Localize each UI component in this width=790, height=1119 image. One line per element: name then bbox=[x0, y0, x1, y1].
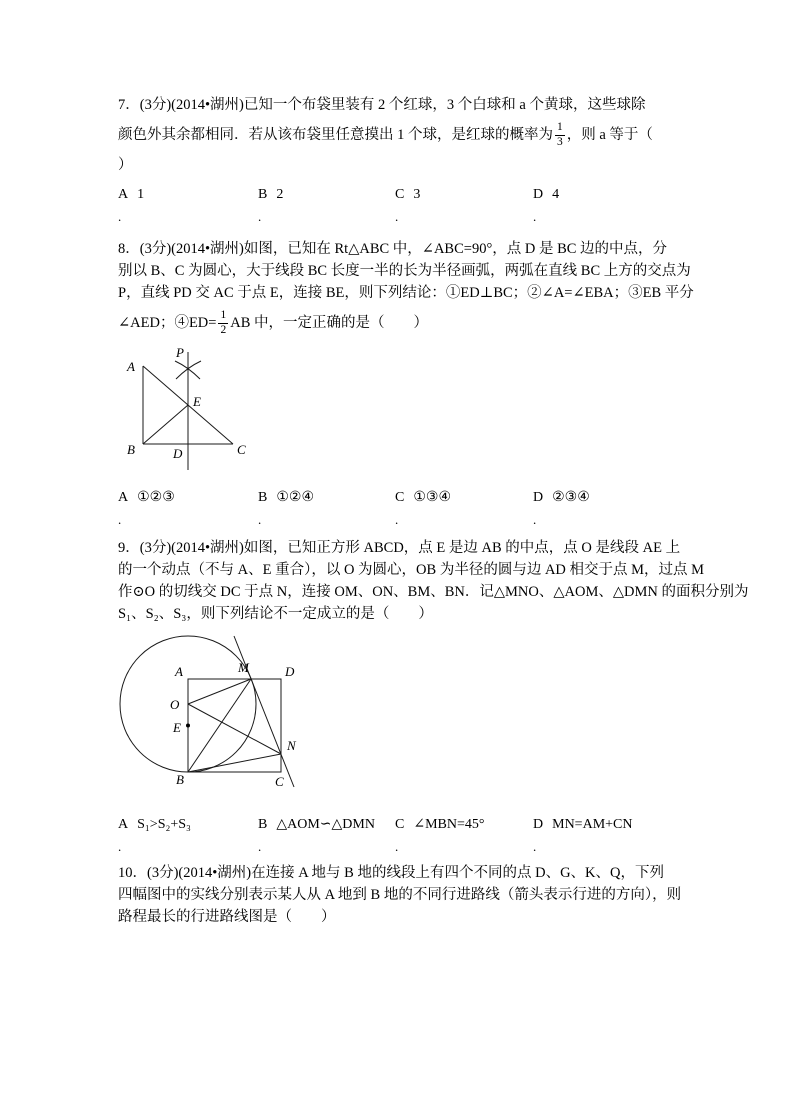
q9-figure-svg bbox=[118, 629, 318, 799]
q10-text-line-2: 四幅图中的实线分别表示某人从 A 地到 B 地的不同行进路线（箭头表示行进的方向），则 bbox=[118, 887, 682, 903]
answer-dot: . bbox=[395, 512, 399, 527]
segment-BM bbox=[188, 679, 251, 772]
q7-option-b: B 2 bbox=[258, 187, 284, 202]
question-8 bbox=[118, 238, 694, 527]
point-label-E: E bbox=[173, 720, 181, 735]
point-label-M: M bbox=[238, 660, 249, 675]
question-10 bbox=[118, 862, 682, 928]
q9-options bbox=[118, 814, 672, 834]
q7-option-a: A 1 bbox=[118, 187, 145, 202]
answer-dot: . bbox=[533, 839, 537, 854]
q7-text-line-1: 7．(3分)(2014•湖州)已知一个布袋里装有 2 个红球，3 个白球和 a 个黄球，这些球除 bbox=[118, 97, 646, 113]
segment-BE bbox=[143, 405, 188, 444]
point-label-D: D bbox=[285, 664, 295, 679]
q7-options bbox=[118, 184, 672, 204]
point-label-P: P bbox=[176, 345, 184, 360]
point-label-D: D bbox=[173, 446, 183, 461]
q9-text-line-2: 的一个动点（不与 A、E 重合），以 O 为圆心，OB 为半径的圆与边 AD 相交于点 M，过点 M bbox=[118, 562, 705, 578]
question-9 bbox=[118, 537, 749, 854]
answer-dot: . bbox=[118, 209, 122, 224]
q7-option-d: D 4 bbox=[533, 187, 560, 202]
q8-text-line-4-post: AB 中，一定正确的是（ ） bbox=[230, 315, 428, 331]
q7-fraction-numerator: 1 bbox=[555, 121, 565, 135]
answer-dot: . bbox=[533, 209, 537, 224]
q7-text-line-3: ） bbox=[118, 157, 133, 173]
q7-text-line-2 bbox=[118, 116, 672, 154]
question-7 bbox=[118, 94, 672, 222]
q8-option-c: C ①③④ bbox=[395, 490, 451, 505]
q7-fraction bbox=[555, 121, 565, 148]
q8-options bbox=[118, 487, 672, 507]
point-label-C: C bbox=[237, 442, 246, 457]
q8-geometry-figure bbox=[118, 344, 672, 479]
q7-text-line-2-post: ，则 a 等于（ bbox=[566, 127, 653, 143]
q8-text-line-3: P，直线 PD 交 AC 于点 E，连接 BE，则下列结论：①ED⊥BC；②∠A=∠EBA；③EB 平分 bbox=[118, 285, 694, 301]
answer-dot: . bbox=[258, 839, 262, 854]
point-label-A: A bbox=[127, 359, 135, 374]
point-label-E: E bbox=[193, 394, 201, 409]
q9-option-b: B △AOM∽△DMN bbox=[258, 817, 375, 832]
point-label-O: O bbox=[170, 697, 180, 712]
q10-text-line-1: 10．(3分)(2014•湖州)在连接 A 地与 B 地的线段上有四个不同的点 D、G、K、Q，下列 bbox=[118, 865, 664, 881]
q9-answer-dots bbox=[118, 836, 672, 852]
segment-ON bbox=[188, 704, 281, 754]
q8-fraction-numerator: 1 bbox=[218, 309, 228, 323]
square-ABCD bbox=[188, 679, 281, 772]
answer-dot: . bbox=[118, 512, 122, 527]
q8-text-line-1: 8．(3分)(2014•湖州)如图，已知在 Rt△ABC 中，∠ABC=90°，点 D 是 BC 边的中点，分 bbox=[118, 241, 668, 257]
point-E-dot bbox=[186, 724, 190, 728]
q9-option-d: D MN=AM+CN bbox=[533, 817, 633, 832]
answer-dot: . bbox=[395, 839, 399, 854]
q8-text-line-4 bbox=[118, 304, 672, 342]
q8-option-b: B ①②④ bbox=[258, 490, 314, 505]
point-label-B: B bbox=[127, 442, 135, 457]
q7-option-c: C 3 bbox=[395, 187, 421, 202]
q9-text-line-4: S₁、S₂、S₃，则下列结论不一定成立的是（ ） bbox=[118, 606, 433, 622]
q8-option-d: D ②③④ bbox=[533, 490, 590, 505]
point-label-A: A bbox=[175, 664, 183, 679]
q9-option-c: C ∠MBN=45° bbox=[395, 817, 485, 832]
answer-dot: . bbox=[395, 209, 399, 224]
point-label-B: B bbox=[176, 772, 184, 787]
q9-option-a: A S₁>S₂+S₃ bbox=[118, 817, 191, 832]
answer-dot: . bbox=[533, 512, 537, 527]
q8-text-line-2: 别以 B、C 为圆心，大于线段 BC 长度一半的长为半径画弧，两弧在直线 BC 上方的交点为 bbox=[118, 263, 691, 279]
segment-BN bbox=[188, 754, 281, 772]
answer-dot: . bbox=[258, 512, 262, 527]
q9-text-line-1: 9．(3分)(2014•湖州)如图，已知正方形 ABCD，点 E 是边 AB 的中点，点 O 是线段 AE 上 bbox=[118, 540, 681, 556]
point-label-N: N bbox=[287, 738, 296, 753]
q8-option-a: A ①②③ bbox=[118, 490, 175, 505]
point-label-C: C bbox=[275, 774, 284, 789]
q9-geometry-figure bbox=[118, 629, 672, 806]
q8-fraction-denominator: 2 bbox=[220, 323, 227, 336]
answer-dot: . bbox=[258, 209, 262, 224]
q8-fraction bbox=[218, 309, 228, 336]
q7-fraction-denominator: 3 bbox=[557, 135, 563, 148]
tangent-line-MN bbox=[234, 636, 294, 787]
q10-text-line-3: 路程最长的行进路线图是（ ） bbox=[118, 909, 336, 925]
q7-text-line-2-pre: 颜色外其余都相同．若从该布袋里任意摸出 1 个球，是红球的概率为 bbox=[118, 127, 553, 143]
q8-text-line-4-pre: ∠AED；④ED= bbox=[118, 315, 217, 331]
q8-figure-svg bbox=[118, 344, 268, 472]
segment-OM bbox=[188, 679, 251, 704]
q9-text-line-3: 作⊙O 的切线交 DC 于点 N，连接 OM、ON、BM、BN．记△MNO、△AOM、△DMN 的面积分别为 bbox=[118, 584, 749, 600]
answer-dot: . bbox=[118, 839, 122, 854]
q7-answer-dots bbox=[118, 206, 672, 222]
q8-answer-dots bbox=[118, 509, 672, 525]
